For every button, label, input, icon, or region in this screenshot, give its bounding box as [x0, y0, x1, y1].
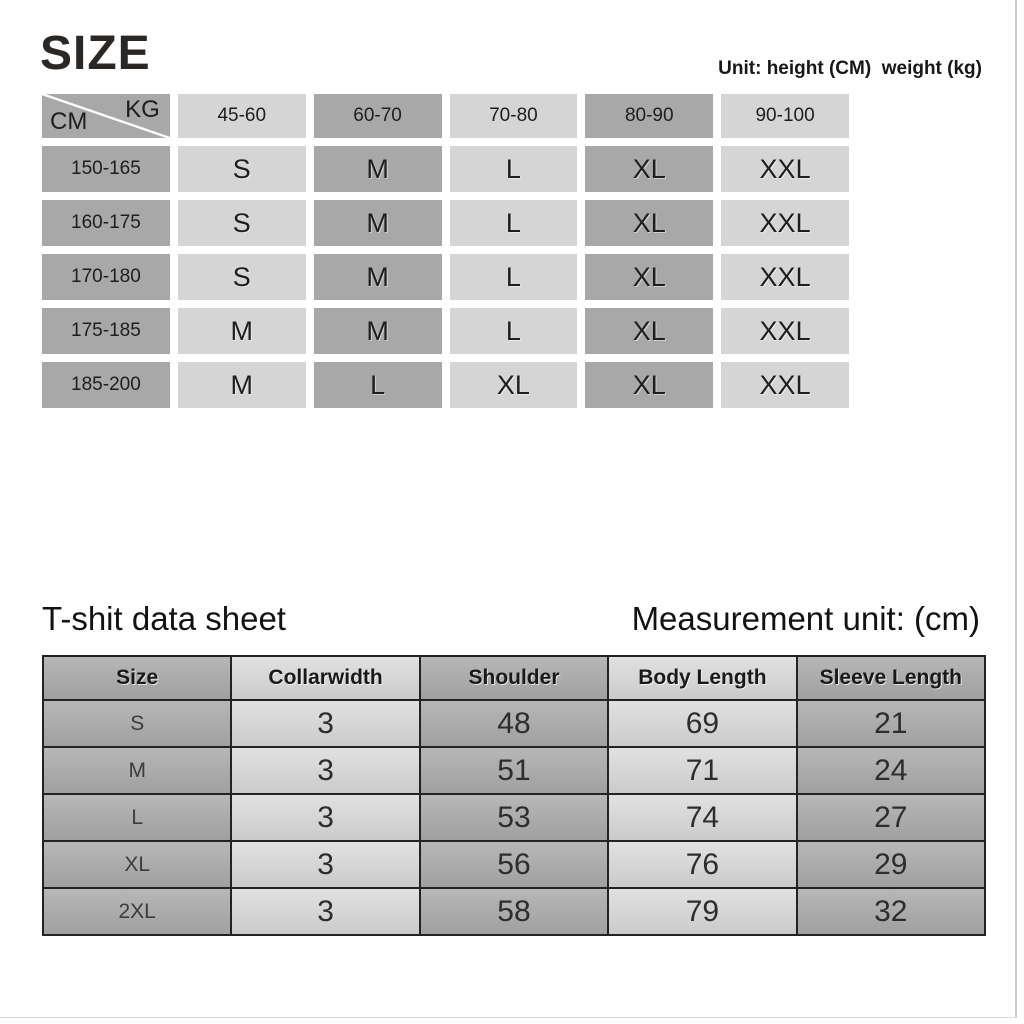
size-cell: S [178, 254, 306, 300]
size-cell: L [314, 362, 442, 408]
value-cell: 51 [421, 748, 607, 793]
value-cell: 53 [421, 795, 607, 840]
corner-cm-label: CM [50, 108, 88, 135]
weight-header-cell: 90-100 [721, 94, 849, 138]
data-sheet-table [42, 655, 986, 936]
page-title: SIZE [40, 27, 151, 80]
value-cell: 3 [232, 795, 418, 840]
size-cell: XXL [721, 308, 849, 354]
value-cell: 79 [609, 889, 795, 934]
size-chart-table [42, 94, 849, 408]
value-cell: 3 [232, 701, 418, 746]
data-sheet-unit-note: Measurement unit: (cm) [631, 600, 980, 637]
row-size-cell: L [44, 795, 230, 840]
size-cell: L [450, 200, 578, 246]
value-cell: 58 [421, 889, 607, 934]
value-cell: 76 [609, 842, 795, 887]
row-size-cell: XL [44, 842, 230, 887]
size-cell: XL [585, 308, 713, 354]
weight-header-cell: 45-60 [178, 94, 306, 138]
height-cell: 160-175 [42, 200, 170, 246]
row-size-cell: 2XL [44, 889, 230, 934]
unit-note: Unit: height (CM) weight (kg) [718, 58, 982, 79]
size-cell: XXL [721, 254, 849, 300]
data-sheet-header [42, 598, 980, 640]
frame-line-horizontal [0, 1017, 1016, 1018]
weight-header-cell: 80-90 [585, 94, 713, 138]
value-cell: 27 [798, 795, 984, 840]
size-cell: L [450, 254, 578, 300]
height-cell: 185-200 [42, 362, 170, 408]
size-cell: M [314, 254, 442, 300]
value-cell: 21 [798, 701, 984, 746]
size-cell: S [178, 200, 306, 246]
size-cell: XXL [721, 146, 849, 192]
frame-line-vertical [1015, 0, 1017, 1018]
value-cell: 48 [421, 701, 607, 746]
size-cell: L [450, 308, 578, 354]
value-cell: 29 [798, 842, 984, 887]
weight-header-cell: 70-80 [450, 94, 578, 138]
value-cell: 32 [798, 889, 984, 934]
row-size-cell: S [44, 701, 230, 746]
size-cell: S [178, 146, 306, 192]
value-cell: 3 [232, 842, 418, 887]
size-cell: M [314, 200, 442, 246]
height-cell: 175-185 [42, 308, 170, 354]
column-header-cell: Size [44, 657, 230, 699]
value-cell: 3 [232, 889, 418, 934]
size-cell: XL [585, 200, 713, 246]
size-cell: M [314, 146, 442, 192]
size-cell: XL [585, 362, 713, 408]
size-cell: L [450, 146, 578, 192]
height-cell: 170-180 [42, 254, 170, 300]
size-cell: M [178, 308, 306, 354]
value-cell: 24 [798, 748, 984, 793]
value-cell: 56 [421, 842, 607, 887]
weight-header-cell: 60-70 [314, 94, 442, 138]
size-cell: XL [585, 146, 713, 192]
column-header-cell: Sleeve Length [798, 657, 984, 699]
value-cell: 3 [232, 748, 418, 793]
size-cell: XXL [721, 200, 849, 246]
corner-kg-label: KG [125, 96, 160, 123]
row-size-cell: M [44, 748, 230, 793]
column-header-cell: Body Length [609, 657, 795, 699]
size-cell: M [178, 362, 306, 408]
size-cell: XXL [721, 362, 849, 408]
data-sheet-title: T-shit data sheet [42, 600, 286, 637]
value-cell: 74 [609, 795, 795, 840]
corner-cell [42, 94, 170, 138]
column-header-cell: Collarwidth [232, 657, 418, 699]
size-cell: XL [585, 254, 713, 300]
size-cell: XL [450, 362, 578, 408]
column-header-cell: Shoulder [421, 657, 607, 699]
value-cell: 71 [609, 748, 795, 793]
size-cell: M [314, 308, 442, 354]
height-cell: 150-165 [42, 146, 170, 192]
value-cell: 69 [609, 701, 795, 746]
